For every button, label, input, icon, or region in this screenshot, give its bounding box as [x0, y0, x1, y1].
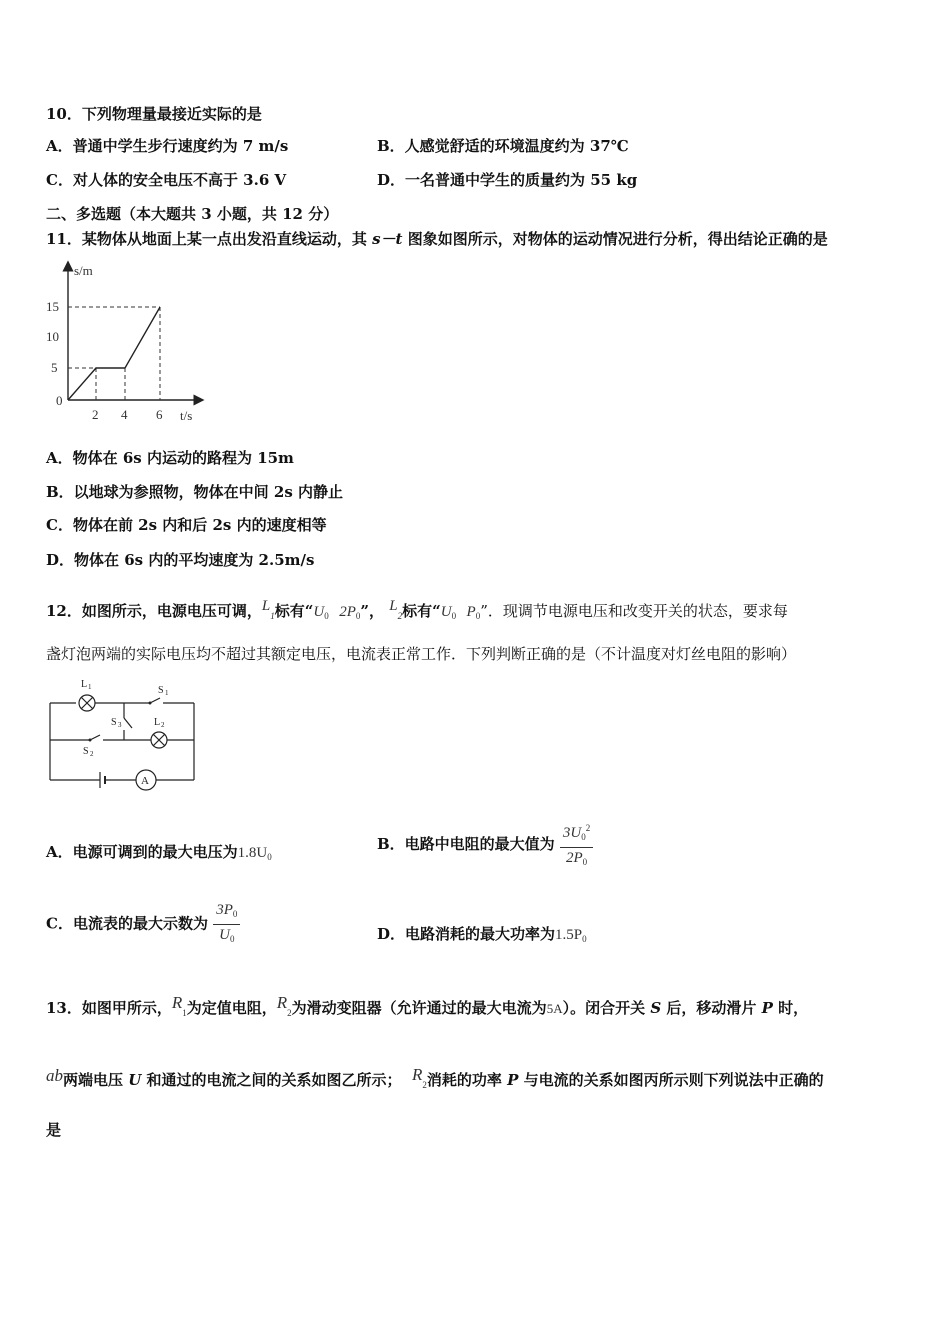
q11-stem: [46, 229, 828, 249]
q12-stem-line1: [46, 594, 788, 628]
q12-circuit-diagram: [44, 676, 204, 792]
q13-s4: ）。闭合开关: [562, 999, 651, 1017]
y-tick-0: 0: [56, 393, 63, 408]
q13-s8: 和通过的电流之间的关系如图乙所示；: [141, 1071, 402, 1089]
q11-option-a: A．物体在 6s 内运动的路程为 15m: [46, 449, 294, 467]
switch-s1: [150, 698, 160, 703]
q12-c-num: 3P: [216, 902, 233, 918]
q10-option-c: C．对人体的安全电压不高于 3.6 V: [46, 171, 287, 189]
q13-r2-b-sub: 2: [422, 1080, 427, 1090]
q12-s2: ”．现调节电源电压和改变开关的状态，要求每: [480, 602, 788, 620]
switch-s2: [90, 735, 100, 740]
q12-2p0-sub: 0: [355, 611, 361, 621]
q11-option-d: D．物体在 6s 内的平均速度为 2.5m/s: [46, 551, 315, 569]
q13-s3: 为滑动变阻器（允许通过的最大电流为: [291, 999, 547, 1017]
q12-qopen2: “: [432, 602, 441, 620]
q12-l2: L: [389, 598, 398, 614]
q11-option-b: B．以地球为参照物，物体在中间 2s 内静止: [46, 483, 344, 501]
q12-c-fraction: [213, 900, 240, 949]
q10-option-a: A．普通中学生步行速度约为 7 m/s: [46, 137, 289, 155]
label-s1: S: [158, 685, 164, 696]
q12-c-num-sub: 0: [232, 909, 238, 919]
switch-s3: [124, 718, 132, 728]
label-s3: S: [111, 717, 117, 728]
q12-a-value: 1.8U: [237, 845, 268, 861]
q13-r1-sub: 1: [182, 1008, 187, 1018]
q12-d-value: 1.5P: [555, 927, 583, 943]
q13-u: U: [128, 1071, 142, 1089]
q12-p0-sub: 0: [475, 611, 481, 621]
q12-2p0: 2P: [339, 604, 356, 620]
q11-st-graph: [44, 260, 214, 430]
q12-c-den-sub: 0: [229, 934, 235, 944]
q13-stem-line2: [46, 1062, 824, 1098]
q12-l2-sub: 2: [397, 611, 403, 621]
q13-s5: 后，移动滑片: [661, 999, 762, 1017]
q13-imax: 5A: [546, 1001, 563, 1016]
q12-l1-sub: 1: [270, 611, 275, 621]
q12-s1: 12．如图所示，电源电压可调，: [46, 602, 262, 620]
q13-s7: 两端电压: [63, 1071, 129, 1089]
q11-option-c: C．物体在前 2s 内和后 2s 内的速度相等: [46, 516, 327, 534]
q12-b-den: 2P: [566, 850, 583, 866]
q12-mark1: 标有: [274, 602, 305, 620]
q13-stem-line1: [46, 990, 808, 1026]
q12-c-text: C．电流表的最大示数为: [46, 914, 208, 933]
q12-b-num-sup: 2: [585, 823, 591, 833]
label-s3-sub: 3: [118, 721, 122, 729]
q12-option-c: [46, 900, 240, 949]
q12-option-d: [377, 922, 587, 951]
q13-s6: 时，: [772, 999, 809, 1017]
x-tick-2: 2: [92, 407, 99, 422]
q13-r2-b: R: [412, 1065, 423, 1084]
q12-qopen1: “: [304, 602, 314, 620]
q12-option-b: [377, 818, 593, 872]
q12-b-den-sub: 0: [582, 857, 588, 867]
q12-qclose1: ”，: [360, 602, 384, 620]
q13-s1: 13．如图甲所示，: [46, 999, 172, 1017]
q11-stem-post: 图象如图所示，对物体的运动情况进行分析，得出结论正确的是: [402, 230, 828, 248]
label-s1-sub: 1: [165, 689, 169, 697]
q13-s9: 消耗的功率: [426, 1071, 508, 1089]
q12-l1: L: [261, 598, 271, 614]
q12-b-num-sub: 0: [581, 832, 586, 842]
q10-option-d: D．一名普通中学生的质量约为 55 kg: [377, 171, 638, 189]
q12-stem-line2: 盏灯泡两端的实际电压均不超过其额定电压，电流表正常工作．下列判断正确的是（不计温度对灯丝电阻的影响）: [46, 645, 797, 663]
y-tick-5: 5: [51, 360, 58, 375]
q13-slider-p: P: [761, 999, 773, 1017]
x-axis-label: t/s: [180, 408, 193, 423]
q13-r2-sub: 2: [287, 1008, 292, 1018]
label-s2-sub: 2: [90, 750, 94, 758]
q12-c-den: U: [219, 927, 230, 943]
q13-stem-line3: 是: [46, 1121, 62, 1139]
label-l2-sub: 2: [161, 721, 165, 729]
q12-p0: P: [466, 604, 476, 620]
label-l1-sub: 1: [88, 683, 92, 691]
q12-b-text: B．电路中电阻的最大值为: [377, 835, 555, 853]
q12-a-text: A．电源可调到的最大电压为: [46, 843, 238, 861]
q13-r1: R: [171, 993, 183, 1012]
q10-option-b: B．人感觉舒适的环境温度约为 37℃: [377, 137, 629, 155]
ammeter-label: A: [141, 775, 149, 787]
q12-b-fraction: [560, 818, 593, 872]
q13-r2: R: [276, 993, 288, 1012]
section-title: 二、多选题（本大题共 3 小题，共 12 分）: [46, 205, 339, 223]
q13-s2: 为定值电阻，: [186, 999, 277, 1017]
label-l1: L: [81, 679, 88, 690]
q12-u0-a-sub: 0: [324, 611, 329, 621]
y-tick-15: 15: [46, 299, 59, 314]
x-tick-6: 6: [156, 407, 163, 422]
q13-ab: ab: [46, 1066, 63, 1085]
q12-u0-a: U: [313, 604, 325, 620]
q12-mark2: 标有: [402, 602, 433, 620]
q12-d-text: D．电路消耗的最大功率为: [377, 925, 556, 943]
q10-stem: 10．下列物理量最接近实际的是: [46, 105, 262, 123]
label-s2: S: [83, 746, 89, 757]
q12-d-sub: 0: [582, 934, 587, 944]
q13-switch-s: S: [650, 999, 662, 1017]
q12-u0-b: U: [440, 604, 452, 620]
st-line: [68, 307, 160, 400]
y-tick-10: 10: [46, 329, 59, 344]
q13-s10: 与电流的关系如图丙所示则下列说法中正确的: [518, 1071, 824, 1089]
q12-option-a: [46, 838, 272, 871]
q11-stem-var: s－t: [372, 230, 403, 248]
q12-a-sub: 0: [267, 852, 272, 862]
y-axis-label: s/m: [74, 263, 93, 278]
q12-b-num: 3U: [562, 825, 582, 841]
x-tick-4: 4: [121, 407, 128, 422]
q13-power-p: P: [507, 1071, 519, 1089]
q11-stem-pre: 11．某物体从地面上某一点出发沿直线运动，其: [46, 230, 373, 248]
label-l2: L: [154, 717, 161, 728]
q12-u0-b-sub: 0: [451, 611, 457, 621]
